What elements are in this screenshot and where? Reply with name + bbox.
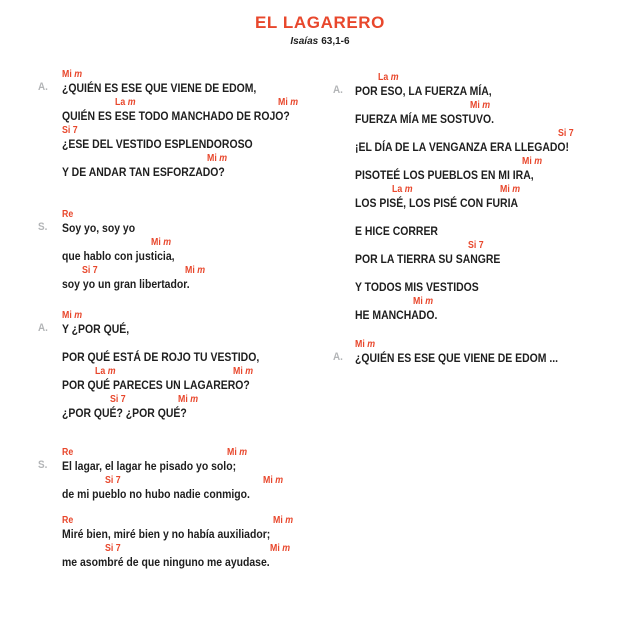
lyric-text: FUERZA MÍA ME SOSTUVO. xyxy=(355,112,495,126)
section-label: A. xyxy=(38,81,48,93)
chord-modifier: m xyxy=(282,543,291,554)
lyric-line xyxy=(355,267,640,295)
lyric-line xyxy=(62,474,333,502)
chord: Mi m xyxy=(178,394,199,405)
lyric-text: ¿POR QUÉ? ¿POR QUÉ? xyxy=(62,406,187,420)
lyric-line xyxy=(355,127,640,155)
chord-row xyxy=(62,96,333,109)
chord: Mi m xyxy=(500,184,521,195)
column-left xyxy=(38,68,333,570)
chord-modifier: m xyxy=(285,515,294,526)
lyric-line xyxy=(355,211,640,239)
chord-modifier: m xyxy=(482,100,491,111)
line-spacer xyxy=(62,502,333,514)
lyric-text: ¿QUIÉN ES ESE QUE VIENE DE EDOM ... xyxy=(355,351,559,365)
chord-row xyxy=(62,393,333,406)
chord-row xyxy=(355,99,640,112)
chord-row xyxy=(62,337,333,350)
chord: Mi m xyxy=(270,543,291,554)
chord: Mi m xyxy=(278,97,299,108)
section-label: A. xyxy=(38,322,48,334)
chord-row xyxy=(355,239,640,252)
lyric-text: me asombré de que ninguno me ayudase. xyxy=(62,555,270,569)
chord-modifier: m xyxy=(404,184,413,195)
section-label: A. xyxy=(333,351,343,363)
chord-modifier: m xyxy=(197,265,206,276)
lyric-line xyxy=(62,309,333,337)
section-label: S. xyxy=(38,459,48,471)
lyric-line xyxy=(62,264,333,292)
chord: Si 7 xyxy=(105,475,121,486)
lyric-text: QUIÉN ES ESE TODO MANCHADO DE ROJO? xyxy=(62,109,290,123)
chord-modifier: m xyxy=(390,72,399,83)
chord-row xyxy=(355,295,640,308)
chord: Si 7 xyxy=(558,128,574,139)
chord-modifier: 7 xyxy=(115,475,121,486)
lyric-line xyxy=(355,71,640,99)
lyric-line xyxy=(355,99,640,127)
subtitle-verses: 63,1-6 xyxy=(321,36,350,47)
lyric-text: de mi pueblo no hubo nadie conmigo. xyxy=(62,487,250,501)
chord: Mi m xyxy=(207,153,228,164)
chord-row xyxy=(62,542,333,555)
song-header xyxy=(0,13,640,47)
chord-modifier: m xyxy=(512,184,521,195)
section-s xyxy=(38,446,333,570)
chord-row xyxy=(62,446,333,459)
chord-row xyxy=(62,152,333,165)
chord-modifier: 7 xyxy=(120,394,126,405)
lyric-text: El lagar, el lagar he pisado yo solo; xyxy=(62,459,237,473)
chord-modifier: m xyxy=(245,366,254,377)
chord-modifier: 7 xyxy=(478,240,484,251)
section-a xyxy=(38,68,333,180)
chord-modifier: 7 xyxy=(92,265,98,276)
lyric-text: POR QUÉ PARECES UN LAGARERO? xyxy=(62,378,250,392)
chord: Si 7 xyxy=(110,394,126,405)
chord: Mi m xyxy=(470,100,491,111)
lyric-text: Y TODOS MIS VESTIDOS xyxy=(355,280,479,294)
chord-row xyxy=(62,68,333,81)
chord: Si 7 xyxy=(468,240,484,251)
lyric-line xyxy=(62,337,333,365)
chord: Mi m xyxy=(273,515,294,526)
section-a xyxy=(333,71,640,323)
lyric-text: LOS PISÉ, LOS PISÉ CON FURIA xyxy=(355,196,519,210)
lyric-text: que hablo con justicia, xyxy=(62,249,175,263)
section-label: A. xyxy=(333,84,343,96)
lyric-line xyxy=(355,295,640,323)
lyric-line xyxy=(62,96,333,124)
chord-modifier: m xyxy=(275,475,284,486)
lyric-text: ¿QUIÉN ES ESE QUE VIENE DE EDOM, xyxy=(62,81,257,95)
chord: Mi m xyxy=(355,339,376,350)
chord-modifier: 7 xyxy=(115,543,121,554)
lyric-text: Y ¿POR QUÉ, xyxy=(62,322,130,336)
chord-row xyxy=(355,71,640,84)
song-title: EL LAGARERO xyxy=(254,13,386,32)
lyric-line xyxy=(355,239,640,267)
chord: Mi m xyxy=(185,265,206,276)
chord-row xyxy=(62,474,333,487)
chord-row xyxy=(355,211,640,224)
chord: Mi m xyxy=(62,69,83,80)
lyric-line xyxy=(62,393,333,421)
chord: La m xyxy=(378,72,399,83)
lyric-line xyxy=(355,155,640,183)
chord-row xyxy=(62,264,333,277)
chord: Mi m xyxy=(413,296,434,307)
lyric-line xyxy=(62,446,333,474)
section-a xyxy=(333,338,640,366)
chord-modifier: m xyxy=(534,156,543,167)
column-right xyxy=(333,68,640,366)
chord: La m xyxy=(392,184,413,195)
chord-row xyxy=(62,236,333,249)
chord: La m xyxy=(95,366,116,377)
chord-row xyxy=(62,208,333,221)
lyric-line xyxy=(62,68,333,96)
chord: Si 7 xyxy=(82,265,98,276)
chord-modifier: 7 xyxy=(72,125,78,136)
chord-row xyxy=(355,338,640,351)
lyric-text: ¿ESE DEL VESTIDO ESPLENDOROSO xyxy=(62,137,253,151)
chord-modifier: m xyxy=(163,237,172,248)
lyric-text: PISOTEÉ LOS PUEBLOS EN MI IRA, xyxy=(355,168,534,182)
lyric-text: POR ESO, LA FUERZA MÍA, xyxy=(355,84,492,98)
song-subtitle xyxy=(0,36,640,47)
lyric-text: HE MANCHADO. xyxy=(355,308,438,322)
chord-modifier: m xyxy=(219,153,228,164)
lyric-line xyxy=(62,152,333,180)
chord-modifier: m xyxy=(239,447,248,458)
chord: Mi m xyxy=(62,310,83,321)
chord-modifier: m xyxy=(127,97,136,108)
lyric-text: soy yo un gran libertador. xyxy=(62,277,190,291)
lyric-text: Soy yo, soy yo xyxy=(62,221,136,235)
section-s xyxy=(38,208,333,292)
chord-row xyxy=(355,127,640,140)
lyric-text: Miré bien, miré bien y no había auxiliador; xyxy=(62,527,271,541)
chord: Mi m xyxy=(227,447,248,458)
chord: Si 7 xyxy=(62,125,78,136)
chord-modifier: m xyxy=(425,296,434,307)
lyric-text: POR QUÉ ESTÁ DE ROJO TU VESTIDO, xyxy=(62,350,260,364)
chord-row xyxy=(62,514,333,527)
chord: Si 7 xyxy=(105,543,121,554)
chord: Re xyxy=(62,515,74,526)
chord-row xyxy=(62,309,333,322)
chord: Mi m xyxy=(233,366,254,377)
subtitle-book: Isaías xyxy=(290,36,319,47)
lyric-text: E HICE CORRER xyxy=(355,224,438,238)
chord-row xyxy=(62,124,333,137)
section-label: S. xyxy=(38,221,48,233)
lyric-line xyxy=(62,365,333,393)
chord-row xyxy=(62,365,333,378)
lyric-line xyxy=(355,183,640,211)
lyric-line xyxy=(62,208,333,236)
chord-modifier: m xyxy=(74,69,83,80)
lyrics-columns xyxy=(0,68,640,640)
lyric-text: Y DE ANDAR TAN ESFORZADO? xyxy=(62,165,225,179)
lyric-line xyxy=(355,338,640,366)
chord-row xyxy=(355,183,640,196)
chord: Re xyxy=(62,209,74,220)
lyric-line xyxy=(62,542,333,570)
chord-modifier: 7 xyxy=(568,128,574,139)
lyric-text: POR LA TIERRA SU SANGRE xyxy=(355,252,501,266)
chord: Mi m xyxy=(151,237,172,248)
chord-row xyxy=(355,155,640,168)
lyric-line xyxy=(62,514,333,542)
chord-row xyxy=(355,267,640,280)
chord-modifier: m xyxy=(74,310,83,321)
lyric-line xyxy=(62,236,333,264)
chord-modifier: m xyxy=(190,394,199,405)
chord: Mi m xyxy=(263,475,284,486)
lyric-text: ¡EL DÍA DE LA VENGANZA ERA LLEGADO! xyxy=(355,140,570,154)
chord: Mi m xyxy=(522,156,543,167)
chord: Re xyxy=(62,447,74,458)
section-a xyxy=(38,309,333,421)
chord: La m xyxy=(115,97,136,108)
lyric-line xyxy=(62,124,333,152)
chord-modifier: m xyxy=(107,366,116,377)
chord-modifier: m xyxy=(290,97,299,108)
chord-modifier: m xyxy=(367,339,376,350)
